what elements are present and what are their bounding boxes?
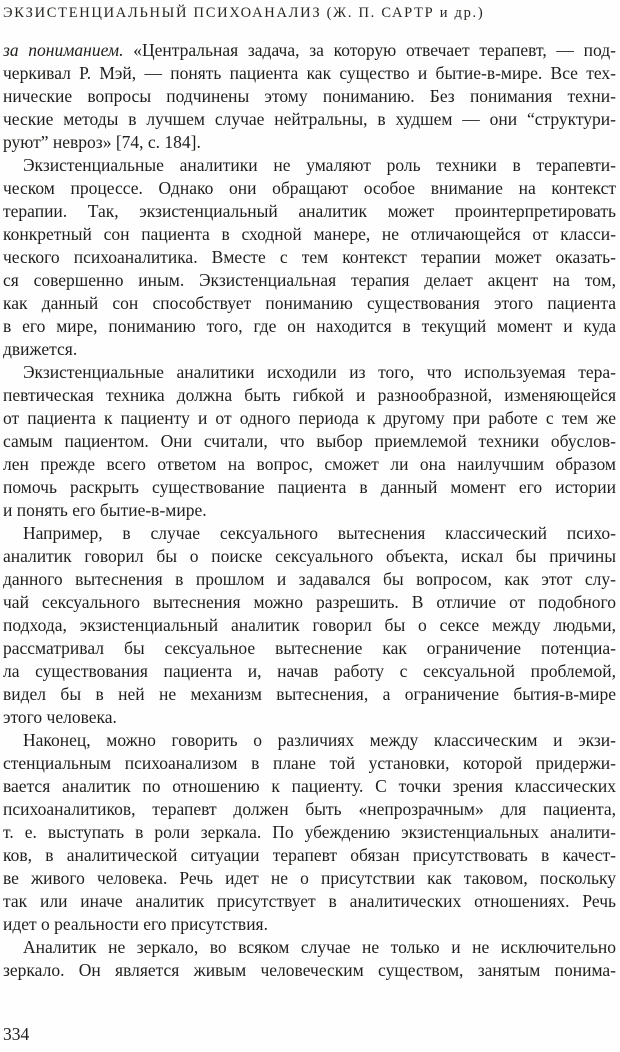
text-line: конкретный сон пациента в сходной манере, не отличающейся от класси- [3,224,616,244]
text-line: терапии. Так, экзистенциальный аналитик может проинтерпретировать [3,201,616,221]
page-number: 334 [3,1024,30,1044]
text-line: черкивал Р. Мэй, — понять пациента как существо и бытие-в-мире. Все тех- [3,63,616,83]
paragraph [3,522,616,729]
text-line: ла существования пациента и, начав работу с сексуальной проблемой, [3,661,616,681]
text-line: идет о реальности его присутствия. [3,914,268,934]
text-line: руют” невроз» [74, с. 184]. [3,132,201,152]
text-line: стенциальным психоанализом в плане той установки, которой придержи- [3,753,616,773]
paragraph [3,39,616,154]
text-line: нические вопросы подчинены этому пониманию. Без понимания техни- [3,86,616,106]
text-line: подхода, экзистенциальный аналитик говорил бы о сексе между людьми, [3,615,616,635]
text-line: ков, в аналитической ситуации терапевт обязан присутствовать в качест- [3,845,616,865]
text-line: в его мире, пониманию того, где он находится в текущий момент и куда [3,316,616,336]
text-line: Аналитик не зеркало, во всяком случае не только и не исключительно [23,937,616,957]
text-line: как данный сон способствует пониманию существования этого пациента [3,293,616,313]
text-line: аналитик говорил бы о поиске сексуального объекта, искал бы причины [3,546,616,566]
text-line: ческого психоаналитика. Вместе с тем контекст терапии может оказать- [3,247,616,267]
paragraph [3,361,616,522]
text-line: самым пациентом. Они считали, что выбор приемлемой техники обуслов- [3,431,616,451]
text-line: т. е. выступать в роли зеркала. По убеждению экзистенциальных аналити- [3,822,616,842]
italic-lead: за пониманием. [3,40,124,60]
text-line: и понять его бытие-в-мире. [3,500,207,520]
text-line: ческие методы в лучшем случае нейтральны, в худшем — они “структури- [3,109,616,129]
paragraph [3,729,616,936]
paragraph [3,936,616,982]
text-line: вается аналитик по отношению к пациенту. С точки зрения классических [3,776,616,796]
text-line: ся совершенно иным. Экзистенциальная терапия делает акцент на том, [3,270,616,290]
text-line: помочь раскрыть существование пациента в данный момент его истории [3,477,616,497]
text-line: данного вытеснения в прошлом и задавался бы вопросом, как этот слу- [3,569,616,589]
text-line: ве живого человека. Речь идет не о присутствии как таковом, поскольку [3,868,616,888]
text-line: лен прежде всего ответом на вопрос, сможет ли она наилучшим образом [3,454,616,474]
text-line: так или иначе аналитик присутствует в аналитических отношениях. Речь [3,891,616,911]
text-line: Экзистенциальные аналитики не умаляют роль техники в терапевти- [23,155,616,175]
text-line: ческом процессе. Однако они обращают особое внимание на контекст [3,178,616,198]
text-line: видел бы в ней не механизм вытеснения, а ограничение бытия-в-мире [3,684,616,704]
paragraph [3,154,616,361]
text-line: Наконец, можно говорить о различиях между классическим и экзи- [23,730,616,750]
text-line: певтическая техника должна быть гибкой и разнообразной, изменяющейся [3,385,616,405]
body-text [3,39,616,982]
text-line: зеркало. Он является живым человеческим существом, занятым понима- [3,960,616,980]
text-line: от пациента к пациенту и от одного периода к другому при работе с тем же [3,408,616,428]
text-line: рассматривал бы сексуальное вытеснение как ограничение потенциа- [3,638,616,658]
text-line: психоаналитиков, терапевт должен быть «непрозрачным» для пациента, [3,799,616,819]
text-line: Например, в случае сексуального вытеснения классический психо- [23,523,616,543]
text-line: за пониманием. «Центральная задача, за которую отвечает терапевт, — под- [3,40,616,60]
text-line: чай сексуального вытеснения можно разрешить. В отличие от подобного [3,592,616,612]
text-line: этого человека. [3,707,117,727]
running-header: ЭКЗИСТЕНЦИАЛЬНЫЙ ПСИХОАНАЛИЗ (Ж. П. САРТР и др.) [3,5,485,21]
text-line: Экзистенциальные аналитики исходили из того, что используемая тера- [23,362,616,382]
text-line: движется. [3,339,78,359]
